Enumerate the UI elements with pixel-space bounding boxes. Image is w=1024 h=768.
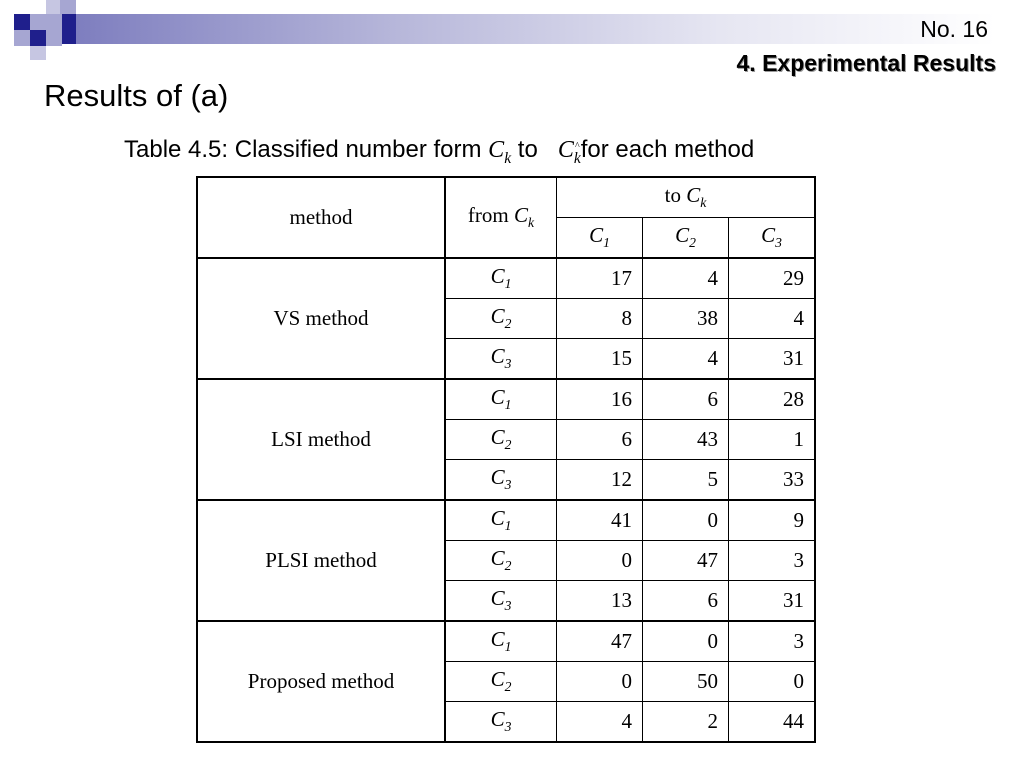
table-row (197, 258, 815, 299)
header-decoration-square (30, 30, 46, 46)
count-cell: 0 (557, 541, 643, 581)
from-class: $C_3$ (445, 581, 557, 622)
header-decoration-square (14, 30, 30, 46)
header-class-1: $C_1$ (557, 218, 643, 259)
header-method: method (197, 177, 445, 258)
count-cell: 47 (557, 621, 643, 662)
count-cell: 38 (643, 299, 729, 339)
count-cell: 41 (557, 500, 643, 541)
header-class-2: $C_2$ (643, 218, 729, 259)
count-cell: 29 (729, 258, 816, 299)
count-cell: 1 (729, 420, 816, 460)
table-row (197, 379, 815, 420)
page-title: Results of (a) (44, 78, 229, 113)
count-cell: 4 (643, 339, 729, 380)
count-cell: 13 (557, 581, 643, 622)
count-cell: 6 (643, 379, 729, 420)
count-cell: 28 (729, 379, 816, 420)
from-class: $C_3$ (445, 460, 557, 501)
from-class: $C_1$ (445, 500, 557, 541)
from-class: $C_2$ (445, 541, 557, 581)
from-class: $C_2$ (445, 420, 557, 460)
caption-prefix: Table 4.5: Classified number form (124, 136, 482, 163)
count-cell: 0 (557, 662, 643, 702)
from-class: $C_2$ (445, 662, 557, 702)
header-decoration-square (60, 0, 76, 14)
count-cell: 44 (729, 702, 816, 743)
count-cell: 33 (729, 460, 816, 501)
caption-suffix: for each method (580, 136, 755, 163)
table-body (197, 258, 815, 742)
header-to: to $C_k$ (557, 177, 816, 218)
count-cell: 17 (557, 258, 643, 299)
from-class: $C_1$ (445, 621, 557, 662)
header-class-3: $C_3$ (729, 218, 816, 259)
count-cell: 0 (643, 621, 729, 662)
from-class: $C_3$ (445, 339, 557, 380)
header-from: from $C_k$ (445, 177, 557, 258)
count-cell: 50 (643, 662, 729, 702)
header-decoration-square (30, 14, 46, 30)
count-cell: 5 (643, 460, 729, 501)
from-class: $C_1$ (445, 379, 557, 420)
header-decoration-square (30, 46, 46, 60)
count-cell: 9 (729, 500, 816, 541)
header-decoration-square (62, 14, 76, 44)
slide-number: No. 16 (920, 16, 988, 42)
section-title: 4. Experimental Results (736, 50, 996, 76)
count-cell: 4 (557, 702, 643, 743)
count-cell: 4 (643, 258, 729, 299)
count-cell: 12 (557, 460, 643, 501)
table-row (197, 500, 815, 541)
count-cell: 31 (729, 339, 816, 380)
count-cell: 6 (557, 420, 643, 460)
from-class: $C_1$ (445, 258, 557, 299)
from-class: $C_3$ (445, 702, 557, 743)
count-cell: 8 (557, 299, 643, 339)
from-class: $C_2$ (445, 299, 557, 339)
caption-middle: to (517, 136, 538, 163)
header-decoration-square (46, 30, 62, 46)
caption-to-variable: C^ $_k$ (558, 137, 581, 163)
method-name: LSI method (197, 379, 445, 500)
count-cell: 4 (729, 299, 816, 339)
count-cell: 43 (643, 420, 729, 460)
method-name: Proposed method (197, 621, 445, 742)
count-cell: 6 (643, 581, 729, 622)
method-name: PLSI method (197, 500, 445, 621)
count-cell: 15 (557, 339, 643, 380)
header-decoration-square (14, 14, 30, 30)
count-cell: 47 (643, 541, 729, 581)
count-cell: 16 (557, 379, 643, 420)
count-cell: 3 (729, 621, 816, 662)
count-cell: 3 (729, 541, 816, 581)
count-cell: 2 (643, 702, 729, 743)
count-cell: 0 (729, 662, 816, 702)
caption-from-variable: $C_k$ (488, 137, 512, 167)
method-name: VS method (197, 258, 445, 379)
count-cell: 31 (729, 581, 816, 622)
table-row (197, 621, 815, 662)
header-decoration-square (46, 14, 62, 30)
header-gradient-band (76, 14, 996, 44)
results-table (196, 176, 816, 743)
table-caption (124, 136, 754, 168)
count-cell: 0 (643, 500, 729, 541)
